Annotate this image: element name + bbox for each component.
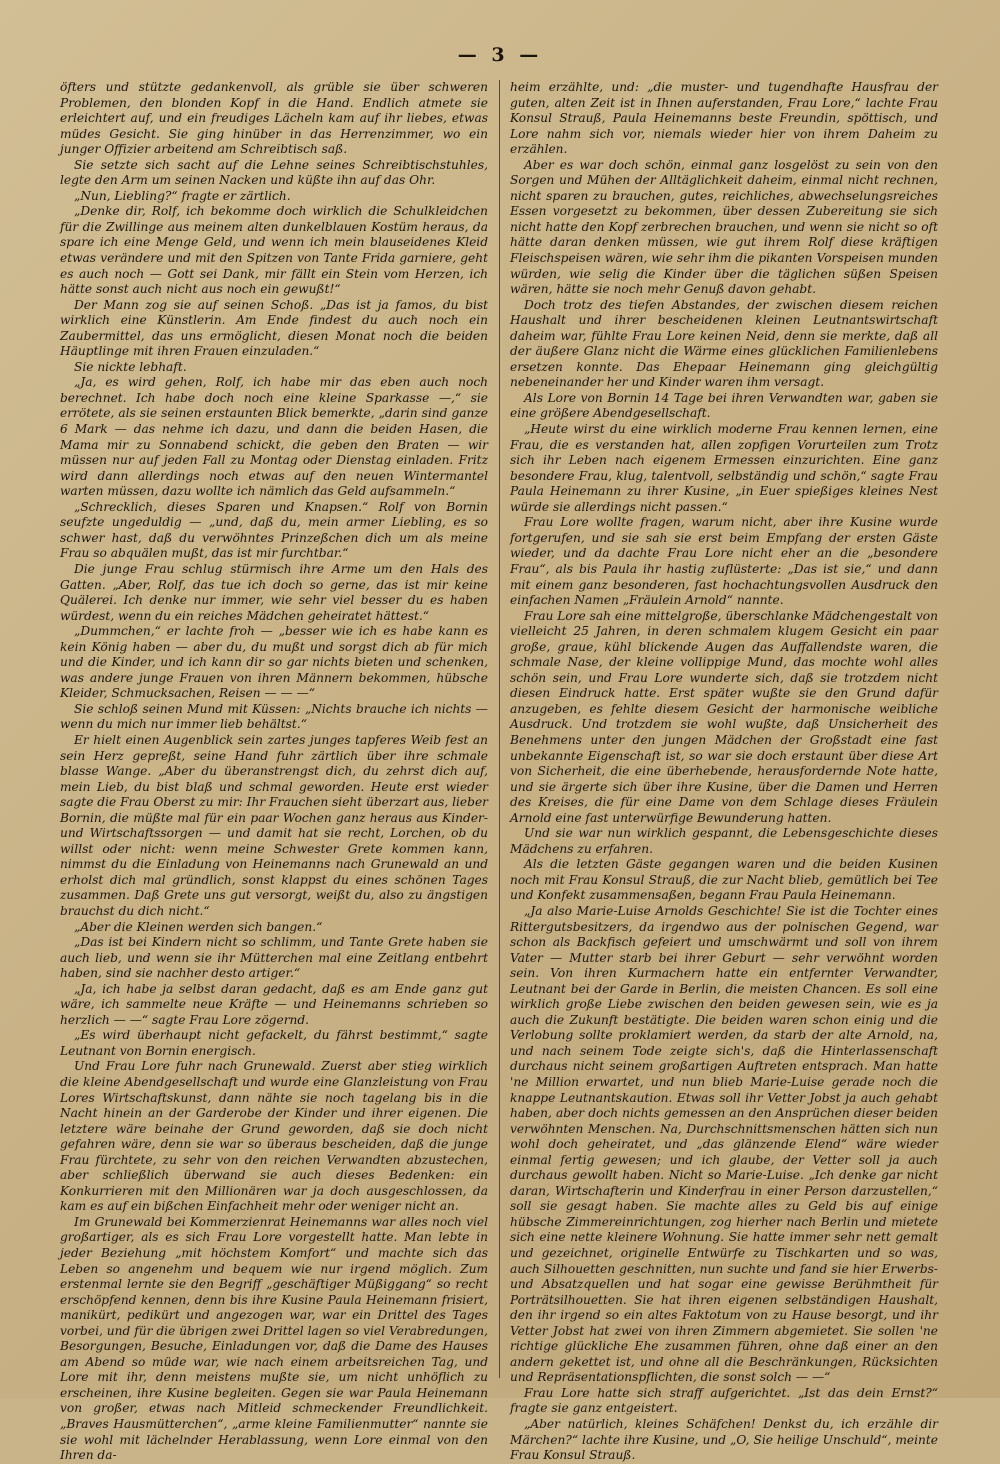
paragraph: Im Grunewald bei Kommerzienrat Heinemanns war alles noch viel großartiger, als es sich Frau Lore vorgestellt hatte. Man lebte in jeder Beziehung „mit höchstem Komfort“ und machte sich das Leben so angenehm und bequem wie nur irgend möglich. Zum erstenmal lernte sie den Begriff „geschäftiger Müßiggang“ so recht erschöpfend kennen, denn bis ihre Kusine Paula Heinemann frisiert, manikürt, pedikürt und angezogen war, war ein Drittel des Tages vorbei, und für die übrigen zwei Drittel lagen so viel Verabredungen, Besorgungen, Besuche, Einladungen vor, daß die Dame des Hauses am Abend so müde war, wie nach einem arbeitsreichen Tag, und Lore mit ihr, denn meistens mußte sie, um nicht unhöflich zu erscheinen, ihre Kusine begleiten. Gegen sie war Paula Heinemann von großer, etwas nach Mitleid schmeckender Freundlichkeit. „Braves Hausmütterchen“, „arme kleine Familienmutter“ nannte sie sie wohl mit lächelnder Herablassung, wenn Lore einmal von den Ihren da-: [60, 1214, 488, 1463]
page-number: — 3 —: [457, 44, 543, 66]
paragraph: Aber es war doch schön, einmal ganz losgelöst zu sein von den Sorgen und Mühen der Alltäglichkeit daheim, einmal nicht rechnen, nicht sparen zu brauchen, gutes, reichliches, abwechselungsreiches Essen vorgesetzt zu bekommen, über dessen Zubereitung sie sich nicht hatte den Kopf zerbrechen brauchen, und wenn sie nicht so oft hätte daran denken müssen, wie gut ihrem Rolf diese kräftigen Fleischspeisen wären, wie sehr ihm die pikanten Vorspeisen munden würden, wie selig die Kinder über die täglichen süßen Speisen wären, hätte sie noch mehr Genuß davon gehabt.: [510, 157, 938, 297]
paragraph: Die junge Frau schlug stürmisch ihre Arme um den Hals des Gatten. „Aber, Rolf, das tue ich doch so gerne, das ist mir keine Quälerei. Ich denke nur immer, wie sehr viel besser du es haben würdest, wenn du ein reiches Mädchen geheiratet hättest.“: [60, 561, 488, 623]
paragraph: Als Lore von Bornin 14 Tage bei ihren Verwandten war, gaben sie eine größere Abendgesellschaft.: [510, 390, 938, 421]
paragraph: „Ja, es wird gehen, Rolf, ich habe mir das eben auch noch berechnet. Ich habe doch noch eine kleine Sparkasse —,“ sie errötete, als sie seinen erstaunten Blick bemerkte, „darin sind ganze 6 Mark — das nehme ich dazu, und dann die beiden Hasen, die Mama mir zu Sonnabend schickt, die geben den Braten — wir müssen nur auf jeden Fall zu Montag oder Dienstag einladen. Fritz wird dann allerdings noch etwas auf den neuen Wintermantel warten müssen, dazu wollte ich nämlich das Geld aufsammeln.“: [60, 375, 488, 499]
paragraph: Und sie war nun wirklich gespannt, die Lebensgeschichte dieses Mädchens zu erfahren.: [510, 826, 938, 856]
paragraph: öfters und stützte gedankenvoll, als grüble sie über schweren Problemen, den blonden Kopf in die Hand. Endlich atmete sie erleichtert auf, und ein freudiges Lächeln kam auf ihr liebes, etwas müdes Gesicht. Sie ging hinüber in das Herrenzimmer, wo ein junger Offizier arbeitend am Schreibtisch saß.: [60, 80, 488, 157]
paragraph: heim erzählte, und: „die muster- und tugendhafte Hausfrau der guten, alten Zeit ist in Ihnen auferstanden, Frau Lore,“ lachte Frau Konsul Strauß, Paula Heinemanns beste Freundin, spöttisch, und Lore nahm sich vor, niemals wieder hier von ihrem Daheim zu erzählen.: [510, 80, 938, 157]
paragraph: „Ja, ich habe ja selbst daran gedacht, daß es am Ende ganz gut wäre, ich sammelte neue Kräfte — und Heinemanns schrieben so herzlich — —“ sagte Frau Lore zögernd.: [60, 981, 488, 1027]
paragraph: „Denke dir, Rolf, ich bekomme doch wirklich die Schulkleidchen für die Zwillinge aus meinem alten dunkelblauen Kostüm heraus, da spare ich eine Menge Geld, und wenn ich mein blauseidenes Kleid etwas verändere und mit den Spitzen von Tante Frida garniere, geht es auch noch — Gott sei Dank, mir fällt ein Stein vom Herzen, ich hätte sonst auch nicht aus noch ein gewußt!“: [60, 204, 488, 297]
paragraph: „Aber die Kleinen werden sich bangen.“: [74, 919, 323, 934]
paragraph: Doch trotz des tiefen Abstandes, der zwischen diesem reichen Haushalt und ihrer bescheidenen kleinen Leutnantswirtschaft daheim war, fühlte Frau Lore keinen Neid, denn sie merkte, daß all der äußere Glanz nicht die Wärme eines glücklichen Familienlebens ersetzen konnte. Das Ehepaar Heinemann ging gleichgültig nebeneinander her und Kinder waren ihm versagt.: [510, 297, 938, 390]
paragraph: „Heute wirst du eine wirklich moderne Frau kennen lernen, eine Frau, die es verstanden hat, allen zopfigen Vorurteilen zum Trotz sich ihr Leben nach eigenem Ermessen einzurichten. Eine ganz besondere Frau, klug, talentvoll, selbständig und schön,“ sagte Frau Paula Heinemann zu ihrer Kusine, „in Euer spießiges kleines Nest würde sie allerdings nicht passen.“: [510, 422, 938, 514]
paragraph: „Schrecklich, dieses Sparen und Knapsen.“ Rolf von Bornin seufzte ungeduldig — „und, daß du, mein armer Liebling, es so schwer hast, daß du verwöhntes Prinzeßchen dich um als meine Frau so abquälen mußt, das ist mir furchtbar.“: [60, 499, 488, 561]
paragraph: „Es wird überhaupt nicht gefackelt, du fährst bestimmt,“ sagte Leutnant von Bornin energisch.: [60, 1028, 488, 1058]
paragraph: Sie nickte lebhaft.: [74, 359, 187, 374]
paragraph: Frau Lore hatte sich straff aufgerichtet. „Ist das dein Ernst?“ fragte sie ganz entgeistert.: [510, 1385, 938, 1416]
paragraph: Er hielt einen Augenblick sein zartes junges tapferes Weib fest an sein Herz gepreßt, seine Hand fuhr zärtlich über ihre schmale blasse Wange. „Aber du überanstrengst dich, du zehrst dich auf, mein Lieb, du bist blaß und schmal geworden. Heute erst wieder sagte die Frau Oberst zu mir: Ihr Frauchen sieht überzart aus, lieber Bornin, die müßte mal für ein paar Wochen ganz heraus aus Kinder- und Wirtschaftssorgen — und damit hat sie recht, Lorchen, ob du willst oder nicht: wenn meine Schwester Grete kommen kann, nimmst du die Einladung von Heinemanns nach Grunewald an und erholst dich mal gründlich, sonst klappst du eines schönen Tages zusammen. Daß Grete uns gut versorgt, weißt du, also zu ängstigen brauchst du dich nicht.“: [60, 732, 488, 918]
paragraph: „Dummchen,“ er lachte froh — „besser wie ich es habe kann es kein König haben — aber du, du mußt und sorgst dich ab für mich und die Kinder, und ich kann dir so gar nichts bieten und schenken, was andere junge Frauen von ihren Männern bekommen, hübsche Kleider, Schmucksachen, Reisen — — —“: [60, 624, 488, 701]
paragraph: Sie setzte sich sacht auf die Lehne seines Schreibtischstuhles, legte den Arm um seinen Nacken und küßte ihn auf das Ohr.: [60, 157, 488, 188]
paragraph: Frau Lore wollte fragen, warum nicht, aber ihre Kusine wurde fortgerufen, und sie sah sie erst beim Empfang der ersten Gäste wieder, und da dachte Frau Lore nicht eher an die „besondere Frau“, als bis Paula ihr hastig zuflüsterte: „Das ist sie,“ und dann mit einem ganz besonderen, fast hochachtungsvollen Ausdruck den einfachen Namen „Fräulein Arnold“ nannte.: [510, 515, 938, 608]
paragraph: Und Frau Lore fuhr nach Grunewald. Zuerst aber stieg wirklich die kleine Abendgesellschaft und wurde eine Glanzleistung von Frau Lores Wirtschaftskunst, dann nähte sie noch tagelang bis in die Nacht hinein an der Garderobe der Kinder und ihrer eigenen. Die letztere wäre beinahe der Grund geworden, daß sie doch nicht gefahren wäre, denn sie war so überaus bescheiden, daß die junge Frau fürchtete, zu sehr von den reichen Verwandten abzustechen, aber schließlich überwand sie auch dieses Bedenken: ein Konkurrieren mit den Millionären war ja doch ausgeschlossen, da kam es auf ein bißchen Einfachheit mehr oder weniger nicht an.: [60, 1059, 488, 1214]
right-column: [510, 80, 938, 1463]
paragraph: „Nun, Liebling?“ fragte er zärtlich.: [74, 188, 291, 203]
paragraph: Frau Lore sah eine mittelgroße, überschlanke Mädchengestalt von vielleicht 25 Jahren, in deren schmalem klugem Gesicht ein paar große, graue, kühl blickende Augen das Auffallendste waren, die schmale Nase, der kleine vollippige Mund, das mochte wohl alles schön sein, und Frau Lore wunderte sich, daß sie trotzdem nicht diesen Eindruck hatte. Erst später wußte sie den Grund dafür anzugeben, es fehlte diesem Gesicht der harmonische weibliche Ausdruck. Und trotzdem sie wohl wußte, daß Unsicherheit des Benehmens unter den jungen Mädchen der Großstadt eine fast unbekannte Eigenschaft ist, so war sie doch erstaunt über diese Art von Sicherheit, die eine überhebende, herausfordernde Note hatte, und sie ärgerte sich über ihre Kusine, über die Damen und Herren des Kreises, die für eine Dame von dem Schlage dieses Fräulein Arnold eine fast unterwürfige Bewunderung hatten.: [510, 608, 938, 825]
column-divider: [499, 80, 500, 1378]
paragraph: „Aber natürlich, kleines Schäfchen! Denkst du, ich erzähle dir Märchen?“ lachte ihre Kusine, und „O, Sie heilige Unschuld“, meinte Frau Konsul Strauß.: [510, 1417, 938, 1463]
paragraph: „Das ist bei Kindern nicht so schlimm, und Tante Grete haben sie auch lieb, und wenn sie ihr Mütterchen mal eine Zeitlang entbehrt haben, sind sie nachher desto artiger.“: [60, 935, 488, 981]
paragraph: Sie schloß seinen Mund mit Küssen: „Nichts brauche ich nichts — wenn du mich nur immer lieb behältst.“: [60, 701, 488, 732]
left-column: [60, 80, 488, 1463]
paragraph: Der Mann zog sie auf seinen Schoß. „Das ist ja famos, du bist wirklich eine Künstlerin. Am Ende findest du auch noch ein Zaubermittel, das uns ermöglicht, diesen Monat noch die beiden Häuptlinge mit ihren Frauen einzuladen.“: [60, 297, 488, 359]
paragraph: „Ja also Marie-Luise Arnolds Geschichte! Sie ist die Tochter eines Rittergutsbesitzers, da irgendwo aus der polnischen Gegend, war schon als Backfisch gefeiert und umschwärmt und soll von ihrem Vater — Mutter starb bei ihrer Geburt — sehr verwöhnt worden sein. Von ihren Kurmachern hatte ein entfernter Verwandter, Leutnant bei der Garde in Berlin, die meisten Chancen. Es soll eine wirklich große Liebe zwischen den beiden gewesen sein, wie es ja auch die Zukunft bestätigte. Die beiden waren schon einig und die Verlobung sollte proklamiert werden, da starb der alte Arnold, na, und nach seinem Tode zeigte sich's, daß die Hinterlassenschaft durchaus nicht seinem großartigen Auftreten entsprach. Man hatte 'ne Million erwartet, und nun blieb Marie-Luise gerade noch die knappe Leutnantskaution. Etwas soll ihr Vetter Jobst ja auch gehabt haben, aber doch nichts gemessen an den Ansprüchen dieser beiden verwöhnten Menschen. Na, Durchschnittsmenschen hätten sich nun wohl doch geheiratet, und „das glänzende Elend“ wäre wieder einmal fertig gewesen; und ich glaube, der Vetter soll ja auch durchaus gewollt haben. Nicht so Marie-Luise. „Ich denke gar nicht daran, Wirtschafterin und Kinderfrau in einer Person darzustellen,“ soll sie gesagt haben. Sie machte alles zu Geld bis auf einige hübsche Zimmereinrichtungen, zog hierher nach Berlin und mietete sich eine nette kleinere Wohnung. Sie hatte immer sehr nett gemalt und gezeichnet, originelle Entwürfe zu Tischkarten und so was, auch Silhouetten geschnitten, nun suchte und fand sie hier Erwerbs- und Absatzquellen und hat sogar eine gewisse Berühmtheit für Porträtsilhouetten. Sie hat ihren eigenen selbständigen Haushalt, den ihr irgend so ein altes Faktotum von zu Hause besorgt, und ihr Vetter Jobst hat zwei von ihren Zimmern abgemietet. Sie sollen 'ne richtige glückliche Ehe zusammen führen, ohne daß einer an den andern gekettet ist, und ohne all die Beschränkungen, Rücksichten und Repräsentationspflichten, die sonst solch — —“: [510, 903, 938, 1385]
paragraph: Als die letzten Gäste gegangen waren und die beiden Kusinen noch mit Frau Konsul Strauß, die zur Nacht blieb, gemütlich bei Tee und Konfekt zusammensaßen, begann Frau Paula Heinemann.: [510, 857, 938, 903]
